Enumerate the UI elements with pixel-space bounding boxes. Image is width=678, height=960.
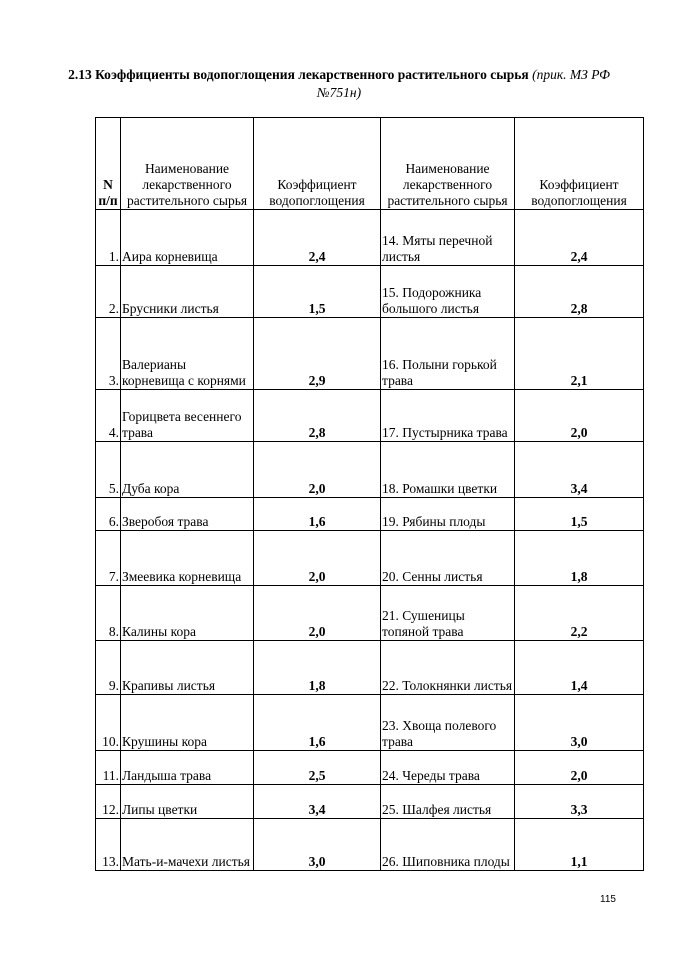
right-coefficient: 3,4: [515, 442, 644, 498]
right-material-name: 25. Шалфея листья: [381, 785, 515, 819]
left-material-name: Дуба кора: [121, 442, 254, 498]
title-main: 2.13 Коэффициенты водопоглощения лекарственного растительного сырья: [68, 67, 529, 82]
left-coefficient: 2,0: [254, 442, 381, 498]
left-material-name: Змеевика корневища: [121, 531, 254, 586]
table-row: [96, 318, 644, 390]
row-number: 6.: [96, 498, 121, 531]
right-material-name: 22. Толокнянки листья: [381, 641, 515, 695]
row-number: 7.: [96, 531, 121, 586]
right-coefficient: 3,0: [515, 695, 644, 751]
right-coefficient: 1,8: [515, 531, 644, 586]
row-number: 10.: [96, 695, 121, 751]
table-row: [96, 695, 644, 751]
right-coefficient: 2,2: [515, 586, 644, 641]
row-number: 8.: [96, 586, 121, 641]
table-row: [96, 641, 644, 695]
header-coef-right: Коэффициент водопоглощения: [515, 118, 644, 210]
left-material-name: Липы цветки: [121, 785, 254, 819]
row-number: 5.: [96, 442, 121, 498]
row-number: 11.: [96, 751, 121, 785]
left-coefficient: 2,5: [254, 751, 381, 785]
table-row: [96, 819, 644, 871]
right-material-name: 18. Ромашки цветки: [381, 442, 515, 498]
table-row: [96, 531, 644, 586]
left-material-name: Зверобоя трава: [121, 498, 254, 531]
right-material-name: 16. Полыни горькой трава: [381, 318, 515, 390]
table-row: [96, 210, 644, 266]
page-number: 115: [600, 894, 616, 905]
right-material-name: 14. Мяты перечной листья: [381, 210, 515, 266]
table-row: [96, 785, 644, 819]
header-name-left: Наименование лекарственного растительного сырья: [121, 118, 254, 210]
table-row: [96, 586, 644, 641]
right-material-name: 26. Шиповника плоды: [381, 819, 515, 871]
table-header-row: [96, 118, 644, 210]
header-num: N п/п: [96, 118, 121, 210]
coefficients-table: [95, 117, 644, 871]
row-number: 12.: [96, 785, 121, 819]
row-number: 9.: [96, 641, 121, 695]
row-number: 13.: [96, 819, 121, 871]
right-coefficient: 2,0: [515, 390, 644, 442]
title-reference: (прик. МЗ РФ №751н): [316, 67, 610, 100]
right-material-name: 15. Подорожника большого листья: [381, 266, 515, 318]
left-coefficient: 1,8: [254, 641, 381, 695]
left-material-name: Валерианы корневища с корнями: [121, 318, 254, 390]
right-coefficient: 1,5: [515, 498, 644, 531]
right-coefficient: 2,1: [515, 318, 644, 390]
table-row: [96, 390, 644, 442]
left-coefficient: 1,6: [254, 695, 381, 751]
left-material-name: Калины кора: [121, 586, 254, 641]
left-material-name: Брусники листья: [121, 266, 254, 318]
left-coefficient: 2,0: [254, 531, 381, 586]
left-material-name: Мать-и-мачехи листья: [121, 819, 254, 871]
left-material-name: Крапивы листья: [121, 641, 254, 695]
right-material-name: 23. Хвоща полевого трава: [381, 695, 515, 751]
left-material-name: Ландыша трава: [121, 751, 254, 785]
row-number: 3.: [96, 318, 121, 390]
right-coefficient: 3,3: [515, 785, 644, 819]
row-number: 1.: [96, 210, 121, 266]
left-material-name: Горицвета весеннего трава: [121, 390, 254, 442]
right-coefficient: 2,8: [515, 266, 644, 318]
right-material-name: 20. Сенны листья: [381, 531, 515, 586]
left-material-name: Крушины кора: [121, 695, 254, 751]
left-coefficient: 2,8: [254, 390, 381, 442]
right-material-name: 19. Рябины плоды: [381, 498, 515, 531]
right-coefficient: 2,0: [515, 751, 644, 785]
right-material-name: 21. Сушеницы топяной трава: [381, 586, 515, 641]
right-material-name: 17. Пустырника трава: [381, 390, 515, 442]
left-coefficient: 2,4: [254, 210, 381, 266]
table-row: [96, 266, 644, 318]
row-number: 2.: [96, 266, 121, 318]
right-coefficient: 2,4: [515, 210, 644, 266]
right-coefficient: 1,4: [515, 641, 644, 695]
left-coefficient: 1,6: [254, 498, 381, 531]
table-row: [96, 442, 644, 498]
table-row: [96, 751, 644, 785]
page-title: [60, 66, 618, 102]
table-row: [96, 498, 644, 531]
right-coefficient: 1,1: [515, 819, 644, 871]
left-coefficient: 2,0: [254, 586, 381, 641]
header-name-right: Наименование лекарственного растительного сырья: [381, 118, 515, 210]
left-material-name: Аира корневища: [121, 210, 254, 266]
table-body: [96, 210, 644, 871]
header-coef-left: Коэффициент водопоглощения: [254, 118, 381, 210]
left-coefficient: 3,4: [254, 785, 381, 819]
right-material-name: 24. Череды трава: [381, 751, 515, 785]
left-coefficient: 1,5: [254, 266, 381, 318]
left-coefficient: 3,0: [254, 819, 381, 871]
row-number: 4.: [96, 390, 121, 442]
left-coefficient: 2,9: [254, 318, 381, 390]
